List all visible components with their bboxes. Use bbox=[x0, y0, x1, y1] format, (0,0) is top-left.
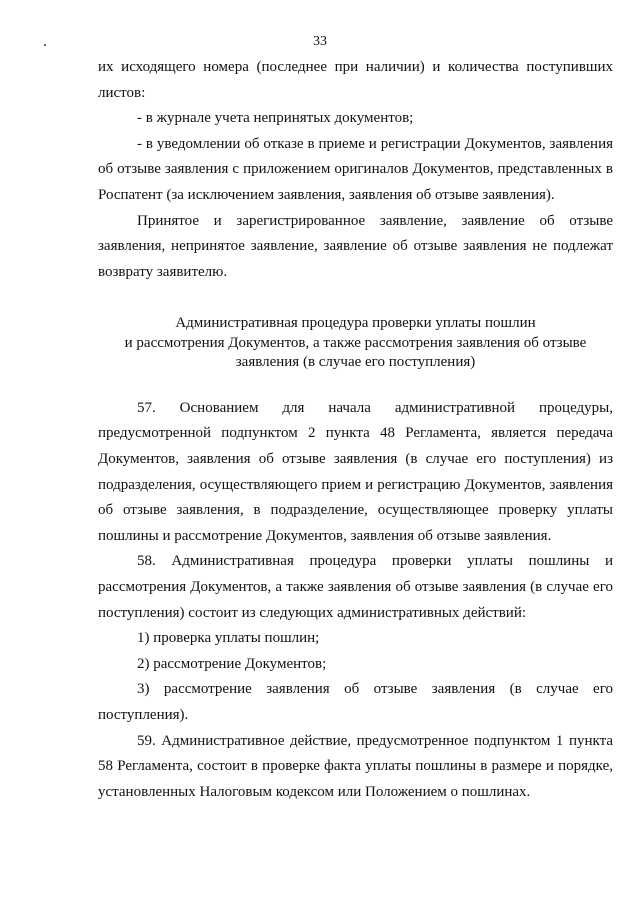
list-item-2: 2) рассмотрение Документов; bbox=[137, 655, 327, 672]
section-heading-line: и рассмотрения Документов, а также рассмотрения заявления об отзыве bbox=[124, 334, 587, 351]
list-item-journal: - в журнале учета непринятых документов; bbox=[137, 110, 414, 127]
page-content bbox=[98, 55, 613, 805]
paragraph-no-return: Принятое и зарегистрированное заявление, заявление об отзыве заявления, непринятое заявление, заявление об отзыве заявления не подлежат возврату заявителю. bbox=[98, 212, 613, 280]
section-heading bbox=[98, 314, 613, 373]
paragraph-58: 58. Административная процедура проверки уплаты пошлины и рассмотрения Документов, а также заявления об отзыве заявления (в случае его поступления) состоит из следующих административных действий: bbox=[98, 553, 613, 621]
list-item-1: 1) проверка уплаты пошлин; bbox=[137, 630, 320, 647]
paragraph-continuation: их исходящего номера (последнее при наличии) и количества поступивших листов: bbox=[98, 59, 613, 101]
page-number: 33 bbox=[313, 34, 327, 49]
list-item-3: 3) рассмотрение заявления об отзыве заявления (в случае его поступления). bbox=[98, 681, 613, 723]
paragraph-59: 59. Административное действие, предусмотренное подпунктом 1 пункта 58 Регламента, состоит в проверке факта уплаты пошлины в размере и порядке, установленных Налоговым кодексом или Положением о пошлинах. bbox=[98, 732, 613, 800]
section-heading-line: Административная процедура проверки уплаты пошлин bbox=[175, 315, 536, 332]
section-heading-line: заявления (в случае его поступления) bbox=[235, 354, 476, 371]
list-item-refusal-notice: - в уведомлении об отказе в приеме и регистрации Документов, заявления об отзыве заявления с приложением оригиналов Документов, представленных в Роспатент (за исключением заявления, заявления об отзыве заявления). bbox=[98, 135, 613, 203]
paragraph-57: 57. Основанием для начала административной процедуры, предусмотренной подпунктом 2 пункта 48 Регламента, является передача Документов, заявления об отзыве заявления (в случае его поступления) из подразделения, осуществляющего прием и регистрацию Документов, заявления об отзыве заявления, в подразделение, осуществляющее проверку уплаты пошлины и рассмотрение Документов, заявления об отзыве заявления. bbox=[98, 399, 613, 544]
